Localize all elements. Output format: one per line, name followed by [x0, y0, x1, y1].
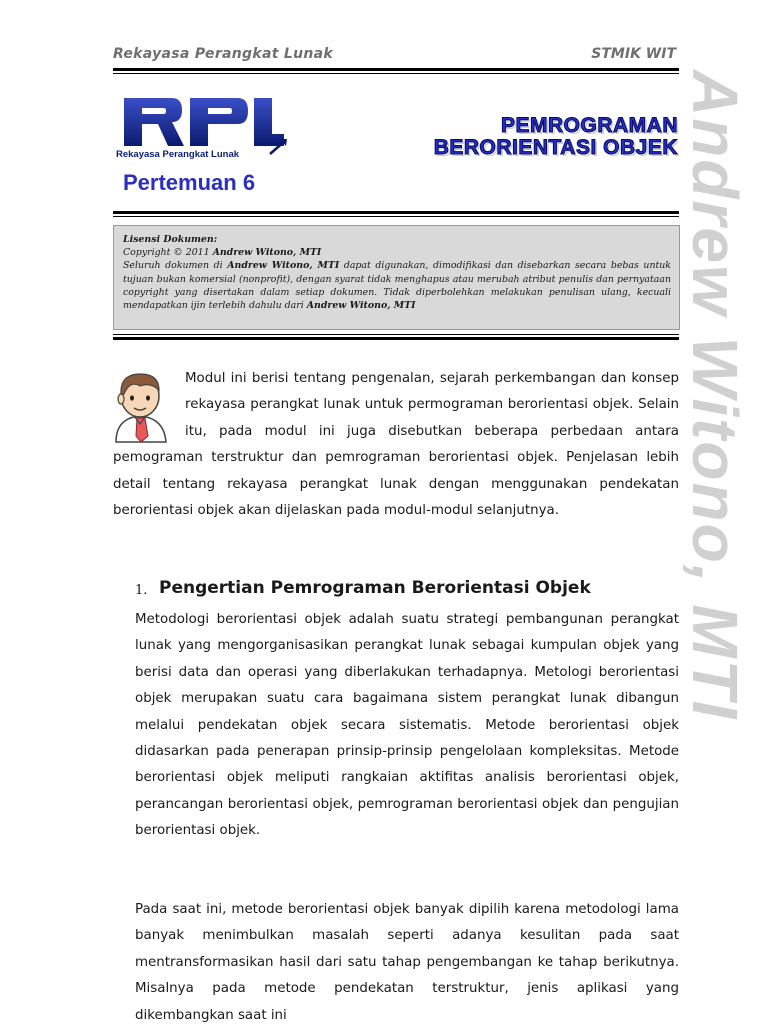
module-title-line2: BERORIENTASI OBJEK [433, 136, 678, 159]
side-author-watermark: Andrew Witono, MTI [679, 70, 751, 721]
section-paragraph-2: Pada saat ini, metode berorientasi objek banyak dipilih karena metodologi lama banyak menimbulkan masalah seperti adanya kesulitan pada saat mentransformasikan hasil dari satu tahap pengembangan ke tahap berikutnya. Misalnya pada metode pendekatan terstruktur, jenis aplikasi yang dikembangkan saat ini [135, 902, 679, 1023]
running-header-left: Rekayasa Perangkat Lunak [113, 46, 333, 62]
license-author-inline: Andrew Witono, MTI [227, 260, 340, 272]
intro-paragraph: Modul ini berisi tentang pengenalan, sejarah perkembangan dan konsep rekayasa perangkat lunak untuk permograman berorientasi objek. Selain itu, pada modul ini juga disebutkan beberapa perbedaan antara pemograman terstruktur dan pemrograman berorientasi objek. Penjelasan lebih detail tentang rekayasa perangkat lunak dengan menggunakan pendekatan berorientasi objek akan dijelaskan pada modul-modul selanjutnya. [113, 371, 679, 519]
license-body: dapat digunakan, dimodifikasi dan disebarkan secara bebas untuk tujuan bukan komersial (nonprofit), dengan syarat tidak menghapus atau merubah atribut penulis dan pernyataan copyright yang disertakan dalam setiap dokumen. Tidak diperbolehkan melakukan penulisan ulang, kecuali mendapatkan ijin terlebih dahulu dari [123, 260, 671, 312]
section-number: 1. [135, 583, 148, 598]
module-title-line1: PEMROGRAMAN [501, 114, 678, 137]
running-header-right: STMIK WIT [591, 46, 676, 62]
section-title: Pengertian Pemrograman Berorientasi Objek [159, 578, 591, 598]
license-author: Andrew Witono, MTI [212, 247, 322, 259]
license-box [113, 225, 680, 330]
license-author-end: Andrew Witono, MTI [306, 300, 416, 312]
license-heading: Lisensi Dokumen: [123, 234, 218, 245]
section-paragraph-1: Metodologi berorientasi objek adalah suatu strategi pembangunan perangkat lunak yang mengorganisasikan perangkat lunak sebagai kumpulan objek yang berisi data dan operasi yang diberlakukan terhadapnya. Metologi berorientasi objek merupakan suatu cara bagaimana sistem perangkat lunak dibangun melalui pendekatan objek secara sistematis. Metode berorientasi objek didasarkan pada penerapan prinsip-prinsip pengelolaan kompleksitas. Metode berorientasi objek meliputi rangkaian aktifitas analisis berorientasi objek, perancangan berorientasi objek, pemrograman berorientasi objek dan pengujian berorientasi objek. [135, 612, 679, 839]
license-rule-thick [113, 337, 679, 340]
logo-subtitle: Rekayasa Perangkat Lunak [116, 149, 240, 160]
title-rule-thin [113, 216, 679, 217]
license-rule-thin [113, 334, 679, 335]
license-body-start: Seluruh dokumen di [123, 260, 228, 272]
header-rule-thick [113, 68, 679, 71]
title-rule-thick [113, 211, 679, 214]
license-copyright: Copyright © 2011 [123, 247, 213, 259]
meeting-number: Pertemuan 6 [123, 170, 256, 195]
header-rule-thin [113, 73, 679, 74]
